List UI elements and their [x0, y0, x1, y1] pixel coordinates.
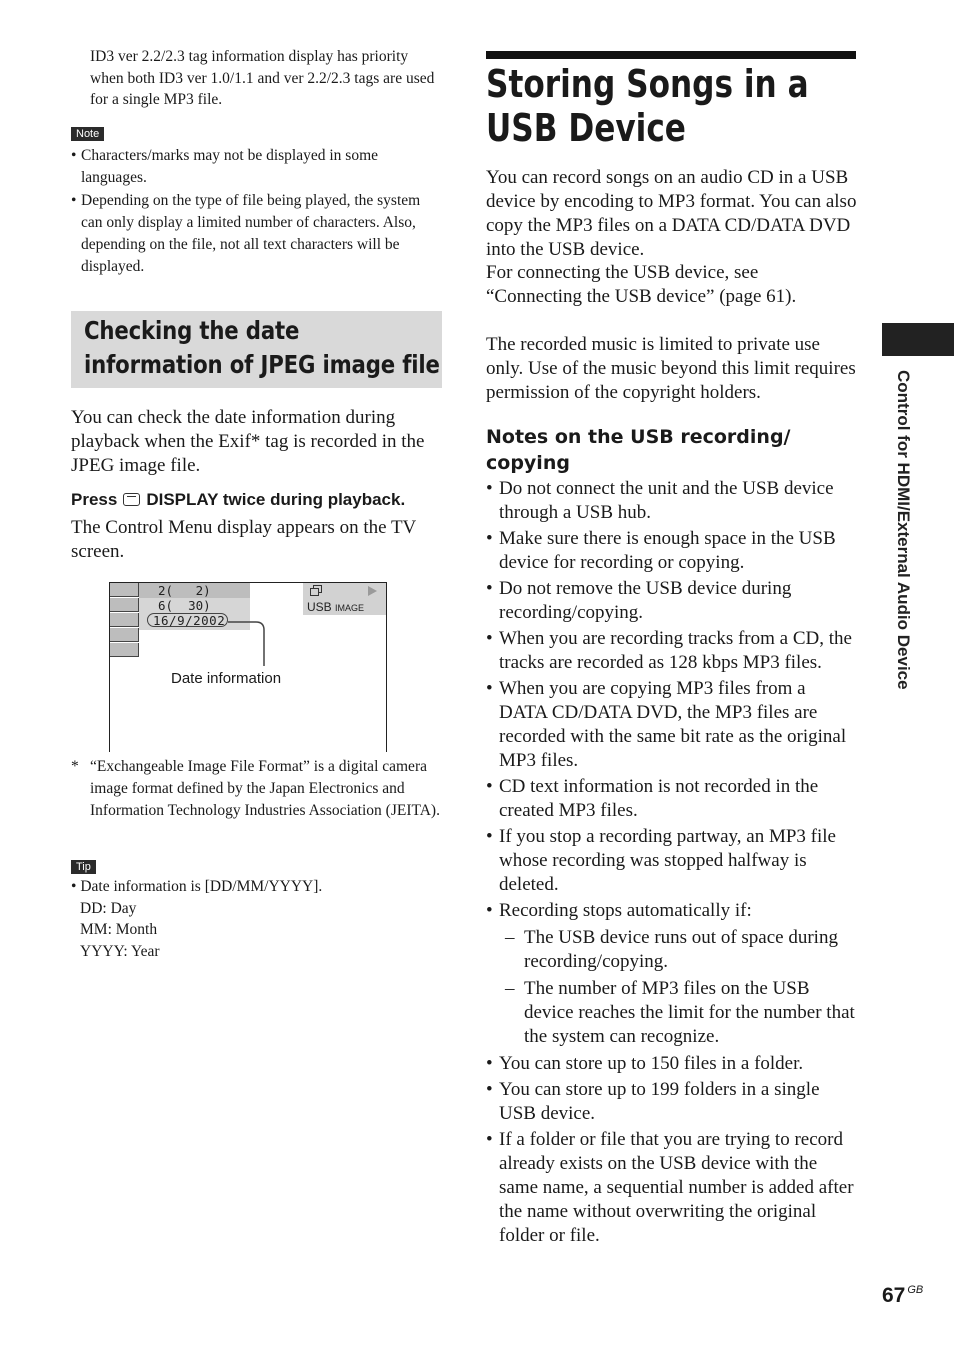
bullet-marker: • [486, 478, 493, 499]
usb-notes-list [486, 477, 858, 1250]
list-item-text: If a folder or file that you are trying to record already exists on the USB device with the same name, a sequential number is added after the name without overwriting the original folder or file. [499, 1129, 854, 1246]
list-item-text: If you stop a recording partway, an MP3 file whose recording was stopped halfway is deleted. [499, 826, 836, 895]
image-text: IMAGE [335, 603, 365, 613]
page-number [882, 1284, 923, 1308]
note-text: Depending on the type of file being played, the system can only display a limited number of characters. Also, depending on the file, not all text characters will be displayed. [81, 192, 421, 275]
display-button-icon [123, 493, 140, 506]
list-item [486, 627, 858, 675]
press-word: Press [71, 490, 118, 509]
date-info-label: Date information [171, 670, 282, 687]
sub-list-item-text: The number of MP3 files on the USB device reaches the limit for the number that the system can recognize. [524, 978, 855, 1047]
list-item-text: When you are copying MP3 files from a DATA CD/DATA DVD, the MP3 files are recorded with the same bit rate as the original MP3 files. [499, 678, 847, 771]
sub-list-item [486, 977, 858, 1049]
section-body: You can check the date information during playback when the Exif* tag is recorded in the JPEG image file. [71, 407, 425, 476]
play-arrow-icon [367, 586, 377, 596]
press-result: The Control Menu display appears on the TV screen. [71, 517, 416, 562]
list-item [486, 527, 858, 575]
list-item [486, 775, 858, 823]
list-item [486, 1128, 858, 1248]
bullet-marker: • [71, 878, 77, 895]
note-text: Characters/marks may not be displayed in some languages. [81, 147, 379, 186]
usb-image-label [307, 600, 364, 614]
callout-line [228, 619, 268, 669]
menu-icon-cell [110, 598, 139, 612]
tip-line [71, 876, 443, 898]
footnote [71, 756, 443, 822]
bullet-marker: • [486, 1053, 493, 1074]
list-item [486, 899, 858, 923]
menu-icon-cell [110, 628, 139, 642]
bullet-marker: • [486, 528, 493, 549]
press-instruction [71, 489, 405, 511]
title-rule [486, 51, 856, 59]
tip-line: DD: Day [80, 899, 137, 917]
copy-icon [310, 585, 322, 596]
note-label: Note [71, 127, 104, 141]
tip-label: Tip [71, 860, 96, 874]
usb-text: USB [307, 600, 332, 614]
note-item [71, 145, 443, 189]
list-item-text: CD text information is not recorded in the created MP3 files. [499, 776, 819, 821]
list-item-text: You can store up to 150 files in a folder. [499, 1053, 804, 1074]
footnote-mark: * [71, 758, 79, 775]
list-item [486, 577, 858, 625]
list-item-text: Do not remove the USB device during recording/copying. [499, 578, 792, 623]
notes-heading: Notes on the USB recording/ copying [486, 426, 791, 474]
list-item [486, 477, 858, 525]
bullet-marker: • [486, 776, 493, 797]
list-item-text: Make sure there is enough space in the USB device for recording or copying. [499, 528, 836, 573]
bullet-marker: • [486, 900, 493, 921]
info-line-2: 6( 30) [158, 598, 211, 613]
footnote-text: “Exchangeable Image File Format” is a digital camera image format defined by the Japan Electronics and Information Technology Industries Association (JEITA). [90, 758, 440, 819]
menu-icon-cell [110, 643, 139, 657]
bullet-marker: • [486, 1129, 493, 1150]
sub-list-item [486, 926, 858, 974]
menu-icon-cell [110, 583, 139, 597]
bullet-marker: • [71, 147, 77, 164]
connection-reference: For connecting the USB device, see “Connecting the USB device” (page 61). [486, 262, 797, 307]
intro-paragraph-right: You can record songs on an audio CD in a USB device by encoding to MP3 format. You can also copy the MP3 files on a DATA CD/DATA DVD into the USB device. [486, 167, 857, 260]
bullet-marker: • [71, 192, 77, 209]
dash-marker: – [505, 978, 515, 999]
bullet-marker: • [486, 578, 493, 599]
tip-text: Date information is [DD/MM/YYYY]. [80, 878, 323, 895]
chapter-tab-marker [882, 323, 954, 356]
page-title: Storing Songs in a USB Device [486, 62, 809, 150]
tip-list [71, 876, 443, 962]
date-value: 16/9/2002 [153, 613, 226, 628]
dash-marker: – [505, 927, 515, 948]
intro-paragraph: ID3 ver 2.2/2.3 tag information display has priority when both ID3 ver 1.0/1.1 and ver 2.2/2.3 tags are used for a single MP3 file. [90, 48, 435, 108]
list-item [486, 825, 858, 897]
note-list [71, 145, 443, 279]
tip-line: YYYY: Year [80, 942, 160, 960]
note-item [71, 190, 443, 278]
bullet-marker: • [486, 1079, 493, 1100]
menu-icon-cell [110, 613, 139, 627]
info-line-1: 2( 2) [158, 583, 211, 598]
bullet-marker: • [486, 826, 493, 847]
tip-line: MM: Month [80, 921, 158, 938]
copyright-paragraph: The recorded music is limited to private use only. Use of the music beyond this limit requires permission of the copyright holders. [486, 334, 856, 403]
list-item [486, 1078, 858, 1126]
press-action: DISPLAY twice during playback. [146, 490, 406, 509]
list-item [486, 677, 858, 773]
list-item-text: Recording stops automatically if: [499, 900, 752, 921]
chapter-tab-label: Control for HDMI/External Audio Device [894, 370, 913, 690]
list-item-text: You can store up to 199 folders in a single USB device. [499, 1079, 820, 1124]
list-item-text: Do not connect the unit and the USB device through a USB hub. [499, 478, 834, 523]
list-item [486, 1052, 858, 1076]
bullet-marker: • [486, 628, 493, 649]
section-heading: Checking the date information of JPEG image file [84, 316, 440, 379]
sub-list-item-text: The USB device runs out of space during recording/copying. [524, 927, 838, 972]
list-item-text: When you are recording tracks from a CD, the tracks are recorded as 128 kbps MP3 files. [499, 628, 852, 673]
page-number-value: 67 [882, 1284, 906, 1307]
bullet-marker: • [486, 678, 493, 699]
page-number-suffix: GB [907, 1284, 924, 1296]
